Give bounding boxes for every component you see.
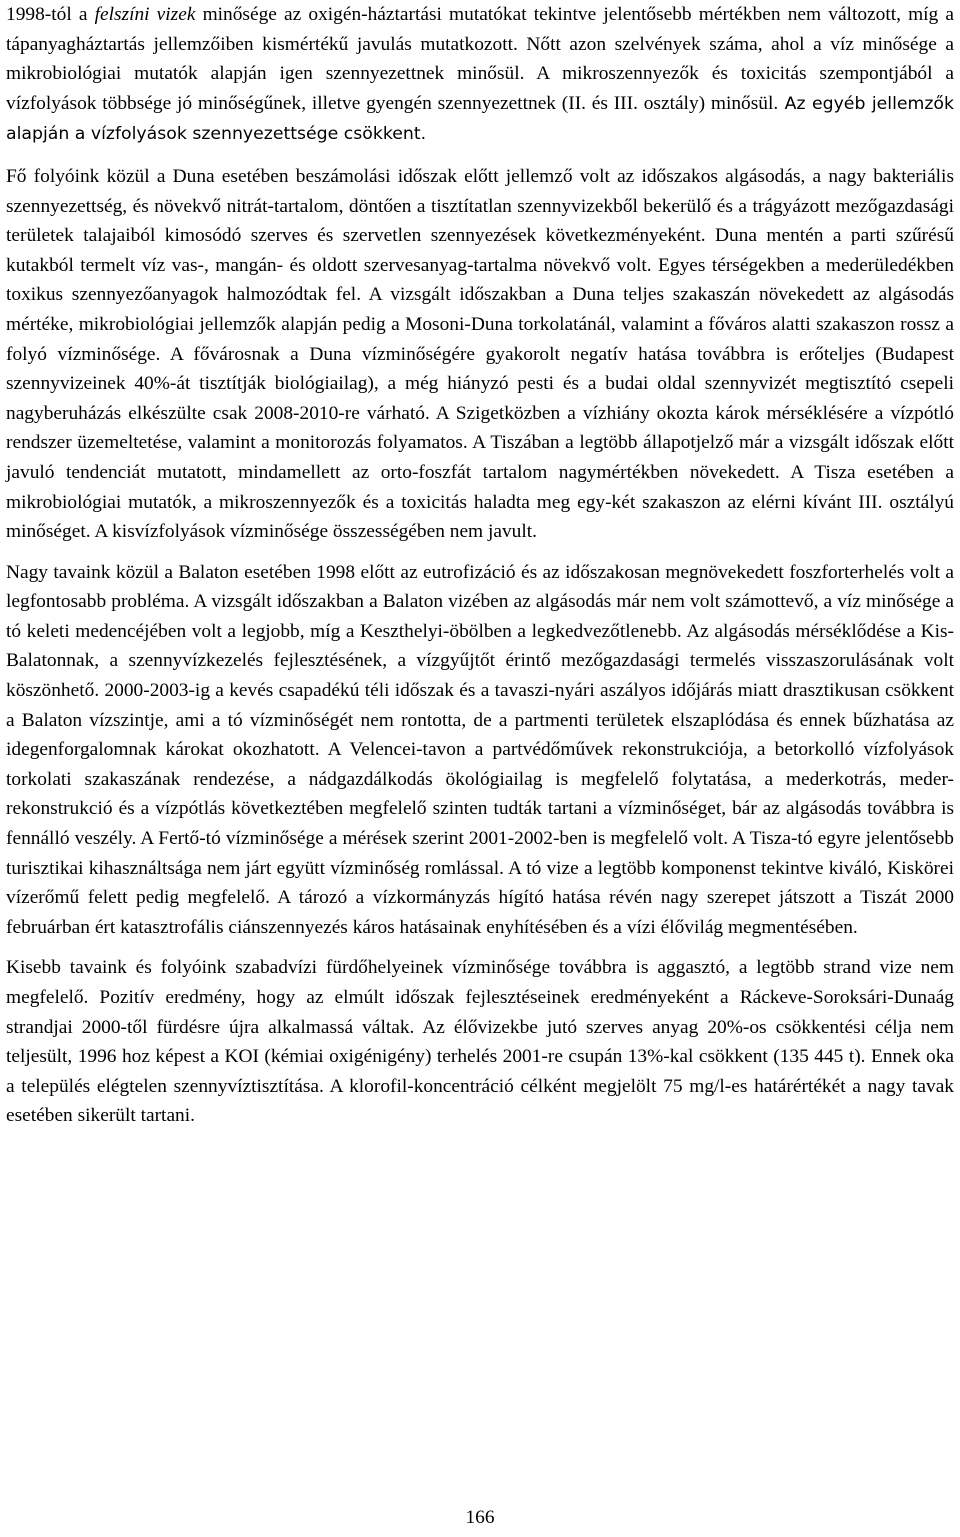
page-number: 166 xyxy=(465,1507,495,1528)
paragraph-lakes: Nagy tavaink közül a Balaton esetében 1998 előtt az eutrofizáció és az időszakosan megnövekedett foszforterhelés volt a legfontosabb probléma. A vizsgált időszakban a Balaton vizében az algásodás már nem volt számottevő, a víz minősége a tó keleti medencéjében volt a legjobb, míg a Keszthelyi-öbölben a legkedvezőtlenebb. Az algásodás mérséklődése a Kis-Balatonnak, a szennyvízkezelés fejlesztésének, a vízgyűjtőt érintő mezőgazdasági termelés visszaszorulásának volt köszönhető. 2000-2003-ig a kevés csapadékú téli időszak és a tavaszi-nyári aszályos időjárás miatt drasztikusan csökkent a Balaton vízszintje, ami a tó vízminőségét nem rontotta, de a partmenti területek elszaplódása és ennek bűzhatása az idegenforgalomnak károkat okozhatott. A Velencei-tavon a partvédőművek rekonstrukciója, a betorkolló vízfolyások torkolati szakaszának rendezése, a nádgazdálkodás ökológiailag is megfelelő folytatása, a mederkotrás, meder-rekonstrukció és a vízpótlás következtében megfelelő szinten tudták tartani a vízminőséget, bár az algásodás továbbra is fennálló veszély. A Fertő-tó vízminősége a mérések szerint 2001-2002-ben is megfelelő volt. A Tisza-tó egyre jelentősebb turisztikai kihasználtsága nem járt együtt vízminőség romlással. A tó vize a legtöbb komponenst tekintve kiváló, Kiskörei vízerőmű felett pedig megfelelő. A tározó a vízkormányzás hígító hatása révén nagy szerepet játszott a Tiszát 2000 februárban ért katasztrofális ciánszennyezés káros hatásainak enyhítésében és a vízi élővilág megmentésében. xyxy=(6,561,954,938)
p1-italic-term: felszíni vizek xyxy=(94,4,196,25)
document-page xyxy=(6,0,954,1131)
paragraph-rivers: Fő folyóink közül a Duna esetében beszámolási időszak előtt jellemző volt az időszakos algásodás, a nagy bakteriális szennyezettség, és növekvő nitrát-tartalom, döntően a tisztítatlan szennyvizekből bekerülő és a trágyázott mezőgazdasági területek talajaiból kimosódó szerves és szervetlen szennyezések következményeként. Duna mentén a parti szűrésű kutakból termelt víz vas-, mangán- és oldott szervesanyag-tartalma növekvő volt. Egyes térségekben a mederüledékben toxikus szennyezőanyagok halmozódtak fel. A vizsgált időszakban a Duna teljes szakaszán növekedett az algásodás mértéke, mikrobiológiai jellemzők alapján pedig a Mosoni-Duna torkolatánál, valamint a főváros alatti szakaszon rossz a folyó vízminősége. A fővárosnak a Duna vízminőségére gyakorolt negatív hatása továbbra is erőteljes (Budapest szennyvizeinek 40%-át tisztítják biológiailag), a még hiányzó pesti és a budai oldal szennyvizét megtisztító csepeli nagyberuházás elkészülte csak 2008-2010-re várható. A Szigetközben a vízhiány okozta károk mérséklésére a vízpótló rendszer üzemeltetése, valamint a monitorozás folyamatos. A Tiszában a legtöbb állapotjelző már a vizsgált időszak előtt javuló tendenciát mutatott, mindamellett az orto-foszfát tartalom nagymértékben növekedett. A Tisza esetében a mikrobiológiai mutatók, a mikroszennyezők és a toxicitás haladta meg egy-két szakaszon az elérni kívánt III. osztályú minőséget. A kisvízfolyások vízminősége összességében nem javult. xyxy=(6,165,954,543)
paragraph-bathing-sites: Kisebb tavaink és folyóink szabadvízi fürdőhelyeinek vízminősége továbbra is aggasztó, a legtöbb strand vize nem megfelelő. Pozitív eredmény, hogy az elmúlt időszak fejlesztéseinek eredményeként a Ráckeve-Soroksári-Dunaág strandjai 2000-től fürdésre újra alkalmassá váltak. Az élővizekbe jutó szerves anyag 20%-os csökkentési célja nem teljesült, 1996 hoz képest a KOI (kémiai oxigénigény) terhelés 2001-re csupán 13%-kal csökkent (135 445 t). Ennek oka a település elégtelen szennyvíztisztítása. A klorofil-koncentráció célként megjelölt 75 mg/l-es határértékét a nagy tavak esetében sikerült tartani. xyxy=(6,957,954,1127)
p1-text-a: 1998-tól a xyxy=(6,4,95,25)
p1-text-b: minősége az oxigén-háztartási mutatókat tekintve jelentősebb mértékben nem változott, míg a tápanyagháztartás jellemzőiben kismértékű javulás mutatkozott. Nőtt azon szelvények száma, ahol a víz minősége a mikrobiológiai mutatók alapján igen szennyezettnek minősül. A mikroszennyezők és toxicitás szempontjából a vízfolyások többsége jó minőségűnek, illetve gyengén szennyezettnek (II. és III. osztály) minősül. xyxy=(6,4,954,114)
paragraph-surface-waters xyxy=(6,0,954,150)
p1-text-c: Az egyéb jellemzők alapján a vízfolyások szennyezettsége csökkent. xyxy=(6,93,954,145)
